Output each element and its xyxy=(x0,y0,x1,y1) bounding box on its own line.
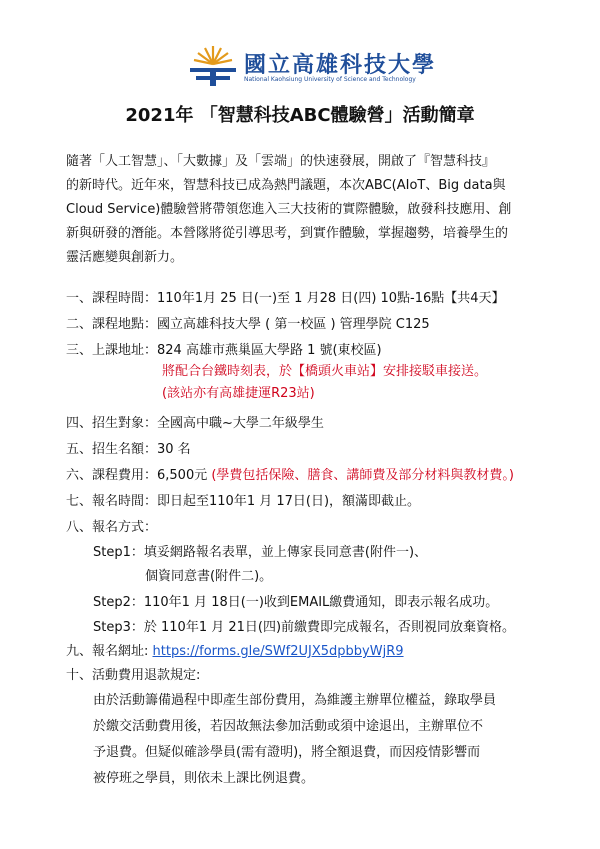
course-fee-note: (學費包括保險、膳食、講師費及部分材料與教材費。) xyxy=(211,468,515,483)
enrollment-target: 四、招生對象：全國高中職~大學二年級學生 xyxy=(66,416,324,431)
intro-line: 靈活應變與創新力。 xyxy=(66,250,184,265)
intro-line: 隨著「人工智慧」、「大數據」及「雲端」的快速發展，開啟了『智慧科技』 xyxy=(66,154,496,169)
intro-line: 的新時代。近年來，智慧科技已成為熱門議題，本次ABC(AIoT、Big data與 xyxy=(66,178,506,193)
registration-url-label: 九、報名網址: xyxy=(66,644,153,659)
course-fee-amount: 六、課程費用：6,500元 xyxy=(66,468,212,483)
registration-url xyxy=(66,643,404,661)
registration-period: 七、報名時間：即日起至110年1 月 17日(日)，額滿即截止。 xyxy=(66,494,421,509)
refund-line: 予退費。但疑似確診學員(需有證明)，將全額退費，而因疫情影響而 xyxy=(93,745,481,760)
university-logo xyxy=(186,44,437,88)
refund-line: 於繳交活動費用後，若因故無法參加活動或須中途退出，主辦單位不 xyxy=(93,719,484,734)
shuttle-note: 將配合台鐵時刻表，於【橋頭火車站】安排接駁車接送。 xyxy=(162,364,488,379)
enrollment-quota: 五、招生名額：30 名 xyxy=(66,442,191,457)
university-name: 國立高雄科技大學 xyxy=(244,53,437,78)
step1-line: Step1：填妥網路報名表單，並上傳家長同意書(附件一)、 xyxy=(93,545,428,560)
university-emblem-icon xyxy=(186,44,240,88)
mrt-note: (該站亦有高雄捷運R23站) xyxy=(162,386,315,401)
intro-line: Cloud Service)體驗營將帶領您進入三大技術的實際體驗，啟發科技應用、創 xyxy=(66,202,512,217)
university-english-name: National Kaohsiung University of Science and Technology xyxy=(244,76,416,83)
intro-paragraph xyxy=(66,150,552,270)
registration-method: 八、報名方式： xyxy=(66,520,158,535)
refund-line: 被停班之學員，則依未上課比例退費。 xyxy=(93,771,315,786)
refund-line: 由於活動籌備過程中即產生部份費用，為維護主辦單位權益，錄取學員 xyxy=(93,693,497,708)
course-time: 一、課程時間：110年1月 25 日(一)至 1 月28 日(四) 10點-16點【共4天】 xyxy=(66,291,505,306)
step1-continued: 個資同意書(附件二)。 xyxy=(145,569,273,584)
registration-form-link[interactable]: https://forms.gle/SWf2UJX5dpbbyWjR9 xyxy=(152,644,404,659)
intro-line: 新與研發的潛能。本營隊將從引導思考，到實作體驗，掌握趨勢，培養學生的 xyxy=(66,226,509,241)
class-address: 三、上課地址：824 高雄市燕巢區大學路 1 號(東校區) xyxy=(66,343,382,358)
page-title: 2021年 「智慧科技ABC體驗營」活動簡章 xyxy=(125,105,475,126)
step3-line: Step3：於 110年1 月 21日(四)前繳費即完成報名，否則視同放棄資格。 xyxy=(93,620,516,635)
course-location: 二、課程地點：國立高雄科技大學 ( 第一校區 ) 管理學院 C125 xyxy=(66,317,430,332)
course-fee xyxy=(66,467,514,485)
step2-line: Step2：110年1 月 18日(一)收到EMAIL繳費通知，即表示報名成功。 xyxy=(93,595,499,610)
refund-policy-heading: 十、活動費用退款規定: xyxy=(66,668,201,683)
